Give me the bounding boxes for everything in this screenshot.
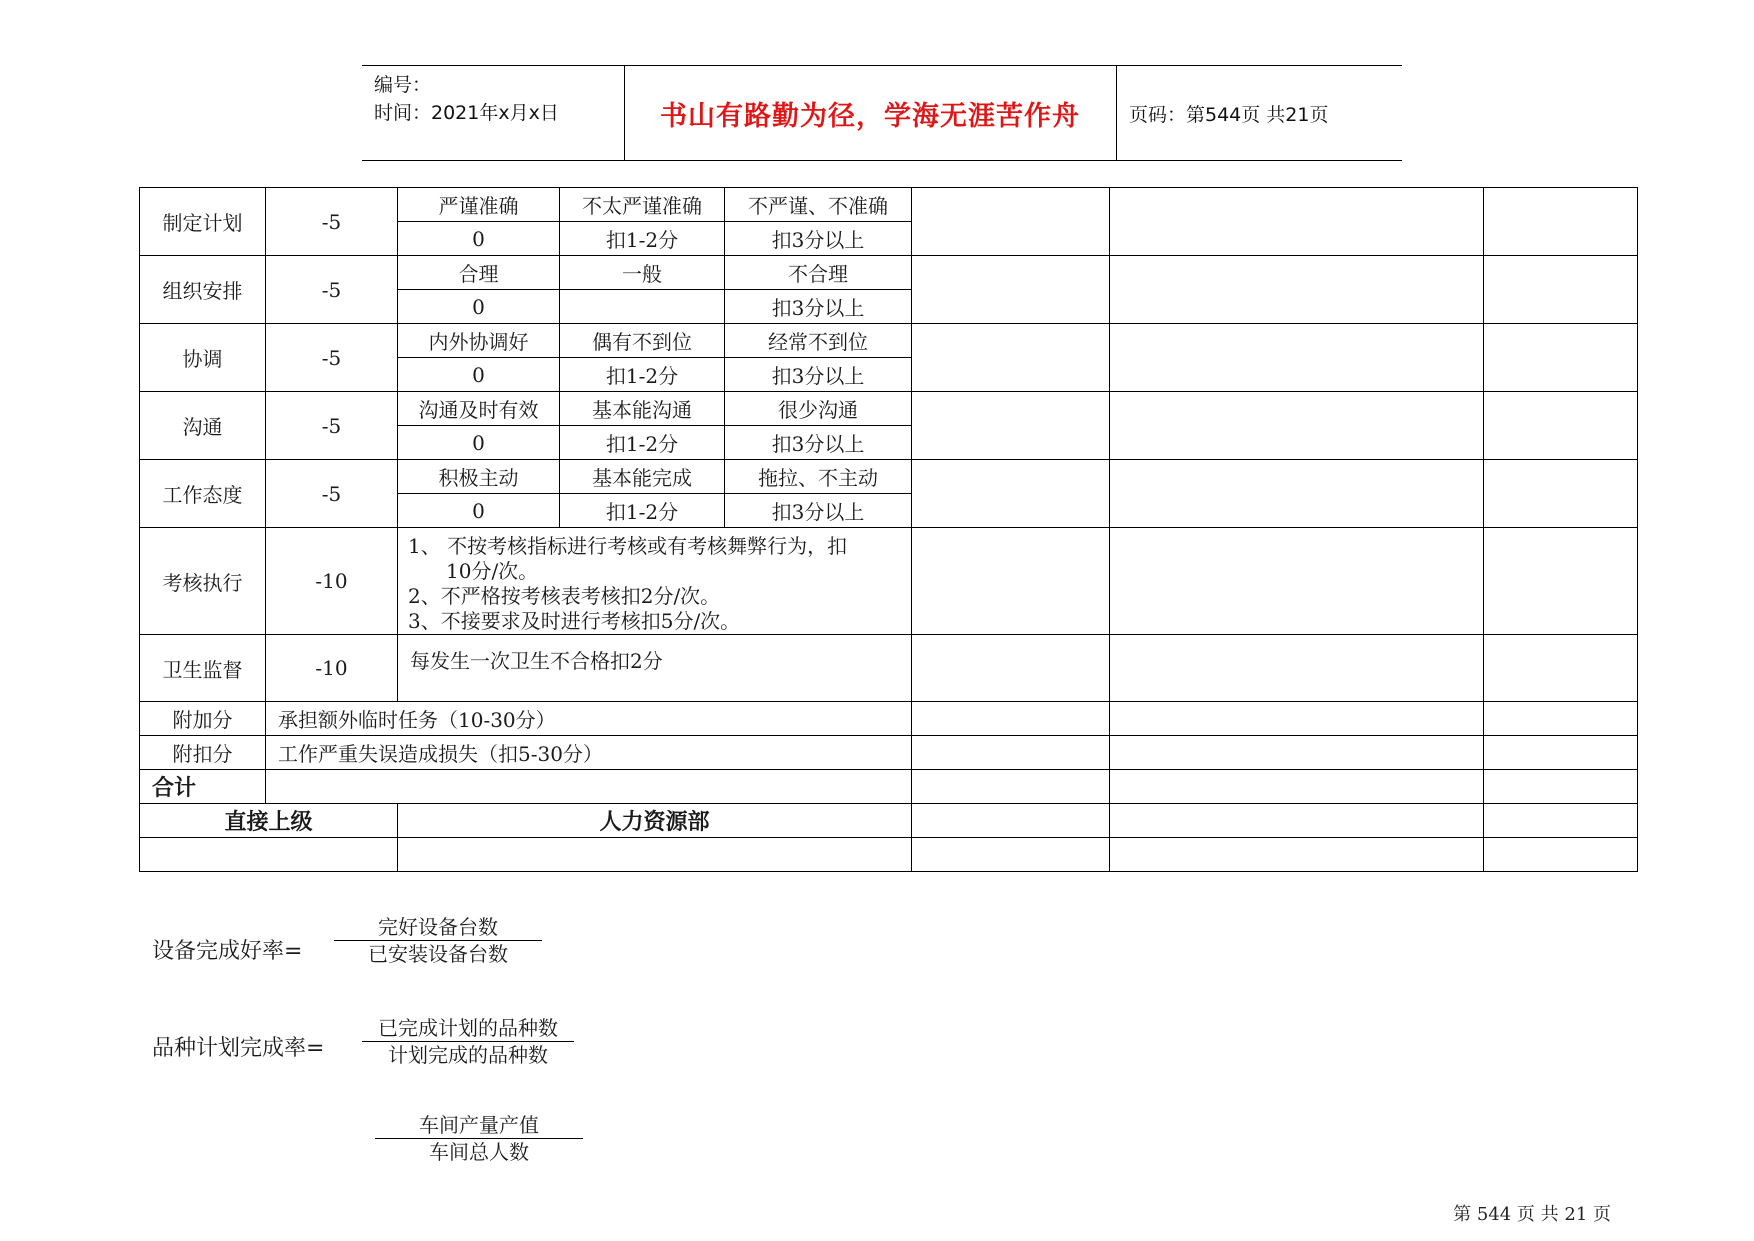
criterion-deduction: 扣1-2分 [560,358,725,392]
criterion-level: 拖拉、不主动 [725,460,912,494]
formula-numerator: 已完成计划的品种数 [378,1016,558,1040]
hygiene-rule: 每发生一次卫生不合格扣2分 [398,635,912,702]
empty-cell [1484,736,1638,770]
empty-cell [1484,256,1638,324]
empty-cell [912,804,1110,838]
criterion-level: 不严谨、不准确 [725,188,912,222]
criterion-deduction: 扣3分以上 [725,290,912,324]
criterion-score: -5 [266,188,398,256]
empty-cell [912,188,1110,256]
formula-numerator: 车间产量产值 [419,1113,539,1137]
table-row-criterion [140,256,1638,290]
empty-cell [912,702,1110,736]
exec-rules [398,528,912,635]
serial-label: 编号： [374,74,432,96]
empty-cell [912,838,1110,872]
penalty-label: 附扣分 [140,736,266,770]
empty-cell [1484,392,1638,460]
formula-label: 设备完成好率= [152,939,303,964]
criterion-name: 工作态度 [140,460,266,528]
exec-rule-line: 10分/次。 [446,559,539,583]
empty-cell [1484,838,1638,872]
table-row-criterion [140,460,1638,494]
penalty-text: 工作严重失误造成损失（扣5-30分） [266,736,912,770]
table-row-sign-labels [140,804,1638,838]
empty-cell [1484,804,1638,838]
empty-cell [912,528,1110,635]
empty-cell [1110,256,1484,324]
formula-denominator: 计划完成的品种数 [388,1043,548,1067]
table-row-criterion [140,188,1638,222]
criterion-score: -10 [266,528,398,635]
table-row-criterion [140,324,1638,358]
criterion-level: 不太严谨准确 [560,188,725,222]
hr-department-signature[interactable] [398,838,912,872]
criterion-level: 不合理 [725,256,912,290]
empty-cell [912,324,1110,392]
table-row-exec [140,528,1638,635]
time-label: 时间：2021年x月x日 [374,102,559,124]
empty-cell [912,392,1110,460]
empty-cell [1484,770,1638,804]
hr-department-label: 人力资源部 [398,804,912,838]
empty-cell [1110,392,1484,460]
criterion-score: -5 [266,324,398,392]
criterion-level: 基本能沟通 [560,392,725,426]
assessment-table [139,187,1638,872]
formula-fraction [334,914,542,967]
exec-rule-line: 3、不接要求及时进行考核扣5分/次。 [408,609,741,633]
criterion-name: 考核执行 [140,528,266,635]
criterion-deduction: 扣3分以上 [725,494,912,528]
empty-cell [1110,804,1484,838]
bonus-label: 附加分 [140,702,266,736]
criterion-deduction: 扣1-2分 [560,494,725,528]
page-label: 页码：第544页 共21页 [1129,103,1329,126]
formula-denominator: 已安装设备台数 [368,942,508,966]
criterion-deduction: 扣3分以上 [725,222,912,256]
empty-cell [1110,324,1484,392]
empty-cell [1110,460,1484,528]
criterion-deduction: 0 [398,222,560,256]
criterion-name: 组织安排 [140,256,266,324]
empty-cell [912,736,1110,770]
criterion-level: 合理 [398,256,560,290]
direct-supervisor-signature[interactable] [140,838,398,872]
criterion-level: 积极主动 [398,460,560,494]
criterion-name: 卫生监督 [140,635,266,702]
criterion-level: 严谨准确 [398,188,560,222]
criterion-level: 经常不到位 [725,324,912,358]
criterion-deduction: 扣3分以上 [725,426,912,460]
criterion-deduction [560,290,725,324]
total-value [266,770,912,804]
table-row-sign-values [140,838,1638,872]
empty-cell [1110,528,1484,635]
total-label: 合计 [140,770,266,804]
header-meta [362,66,625,160]
empty-cell [912,635,1110,702]
empty-cell [1110,188,1484,256]
criterion-score: -5 [266,460,398,528]
criterion-level: 内外协调好 [398,324,560,358]
empty-cell [912,460,1110,528]
exec-rule-line: 1、 不按考核指标进行考核或有考核舞弊行为，扣 [408,534,848,558]
table-row-hygiene [140,635,1638,702]
criterion-deduction: 扣3分以上 [725,358,912,392]
criterion-name: 沟通 [140,392,266,460]
criterion-level: 偶有不到位 [560,324,725,358]
criterion-score: -5 [266,392,398,460]
criterion-level: 很少沟通 [725,392,912,426]
empty-cell [912,770,1110,804]
page-footer: 第 544 页 共 21 页 [1453,1204,1611,1225]
empty-cell [1484,188,1638,256]
criterion-score: -5 [266,256,398,324]
empty-cell [1484,324,1638,392]
criterion-deduction: 0 [398,494,560,528]
empty-cell [1110,770,1484,804]
criterion-deduction: 扣1-2分 [560,426,725,460]
criterion-deduction: 0 [398,290,560,324]
criterion-level: 一般 [560,256,725,290]
criterion-score: -10 [266,635,398,702]
empty-cell [1110,838,1484,872]
empty-cell [1110,702,1484,736]
bonus-text: 承担额外临时任务（10-30分） [266,702,912,736]
empty-cell [1110,736,1484,770]
criterion-name: 协调 [140,324,266,392]
criterion-deduction: 0 [398,426,560,460]
header-slogan-cell [624,66,1117,160]
criterion-level: 沟通及时有效 [398,392,560,426]
criterion-name: 制定计划 [140,188,266,256]
criterion-deduction: 扣1-2分 [560,222,725,256]
direct-supervisor-label: 直接上级 [140,804,398,838]
empty-cell [1484,702,1638,736]
formula-fraction [362,1015,574,1068]
slogan: 书山有路勤为径，学海无涯苦作舟 [660,100,1080,132]
criterion-level: 基本能完成 [560,460,725,494]
table-row-criterion [140,392,1638,426]
criterion-deduction: 0 [398,358,560,392]
table-row-total [140,770,1638,804]
header-page-cell [1117,66,1402,160]
formula-fraction [375,1112,583,1165]
formula-denominator: 车间总人数 [429,1140,529,1164]
exec-rule-line: 2、不严格按考核表考核扣2分/次。 [408,584,721,608]
formula-label: 品种计划完成率= [152,1036,325,1061]
page-header [362,65,1402,161]
table-row-bonus [140,702,1638,736]
empty-cell [1484,635,1638,702]
formula-numerator: 完好设备台数 [378,915,498,939]
empty-cell [912,256,1110,324]
table-row-penalty [140,736,1638,770]
empty-cell [1484,460,1638,528]
empty-cell [1110,635,1484,702]
empty-cell [1484,528,1638,635]
